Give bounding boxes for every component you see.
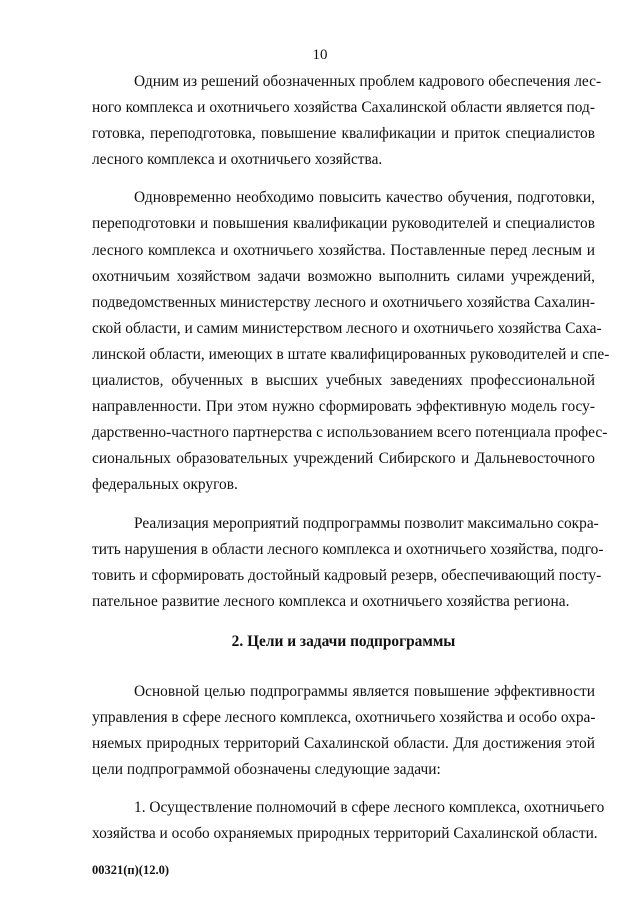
text-line: няемых природных территорий Сахалинской области. Для достижения этой bbox=[92, 735, 595, 753]
text-line: Одним из решений обозначенных проблем кадрового обеспечения лес- bbox=[134, 73, 602, 90]
text-line: переподготовки и повышения квалификации руководителей и специалистов bbox=[92, 215, 595, 233]
text-line: управления в сфере лесного комплекса, охотничьего хозяйства и особо охра- bbox=[92, 708, 596, 726]
paragraph bbox=[92, 795, 605, 847]
page-number: 10 bbox=[312, 47, 328, 63]
text-line: лесного комплекса и охотничьего хозяйства. bbox=[92, 151, 383, 169]
paragraph-group-goals bbox=[92, 679, 605, 848]
text-line: Основной целью подпрограммы является повышение эффективности bbox=[134, 682, 595, 700]
text-line: направленности. При этом нужно сформировать эффективную модель госу- bbox=[92, 398, 595, 416]
text-line: 1. Осуществление полномочий в сфере лесного комплекса, охотничьего bbox=[134, 799, 605, 817]
paragraph bbox=[92, 185, 610, 498]
section-heading: 2. Цели и задачи подпрограммы bbox=[231, 632, 456, 650]
paragraph-spacer bbox=[92, 173, 595, 185]
text-line: ного комплекса и охотничьего хозяйства Сахалинской области является под- bbox=[92, 99, 595, 117]
text-line: сиональных образовательных учреждений Сибирского и Дальневосточного bbox=[92, 450, 595, 468]
paragraph bbox=[92, 679, 595, 783]
text-line: цели подпрограммой обозначены следующие задачи: bbox=[92, 761, 441, 779]
text-line: Реализация мероприятий подпрограммы позволит максимально сокра- bbox=[134, 514, 599, 532]
paragraph bbox=[92, 511, 604, 615]
paragraph-spacer bbox=[92, 499, 595, 511]
text-line: лесного комплекса и охотничьего хозяйства. Поставленные перед лесным и bbox=[92, 241, 595, 259]
text-line: подведомственных министерству лесного и охотничьего хозяйства Сахалин- bbox=[92, 293, 595, 311]
text-line: линской области, имеющих в штате квалифицированных руководителей и спе- bbox=[92, 345, 610, 363]
text-line: тить нарушения в области лесного комплекса и охотничьего хозяйства, подго- bbox=[92, 540, 604, 558]
paragraph-group-intro bbox=[92, 69, 610, 615]
document-body bbox=[92, 69, 610, 847]
text-line: дарственно-частного партнерства с использованием всего потенциала профес- bbox=[92, 424, 608, 442]
document-code: 00321(п)(12.0) bbox=[92, 863, 169, 877]
text-line: Одновременно необходимо повысить качество обучения, подготовки, bbox=[134, 189, 595, 207]
text-line: охотничьим хозяйством задачи возможно выполнить силами учреждений, bbox=[92, 267, 595, 285]
text-line: ской области, и самим министерством лесного и охотничьего хозяйства Саха- bbox=[92, 319, 602, 337]
text-line: циалистов, обученных в высших учебных заведениях профессиональной bbox=[92, 372, 595, 390]
text-line: хозяйства и особо охраняемых природных территорий Сахалинской области. bbox=[92, 825, 598, 843]
text-line: товить и сформировать достойный кадровый резерв, обеспечивающий посту- bbox=[92, 566, 602, 584]
paragraph bbox=[92, 69, 602, 173]
text-line: готовка, переподготовка, повышение квалификации и приток специалистов bbox=[92, 125, 595, 143]
paragraph-spacer bbox=[92, 783, 595, 795]
text-line: пательное развитие лесного комплекса и охотничьего хозяйства региона. bbox=[92, 592, 570, 610]
text-line: федеральных округов. bbox=[92, 476, 238, 494]
